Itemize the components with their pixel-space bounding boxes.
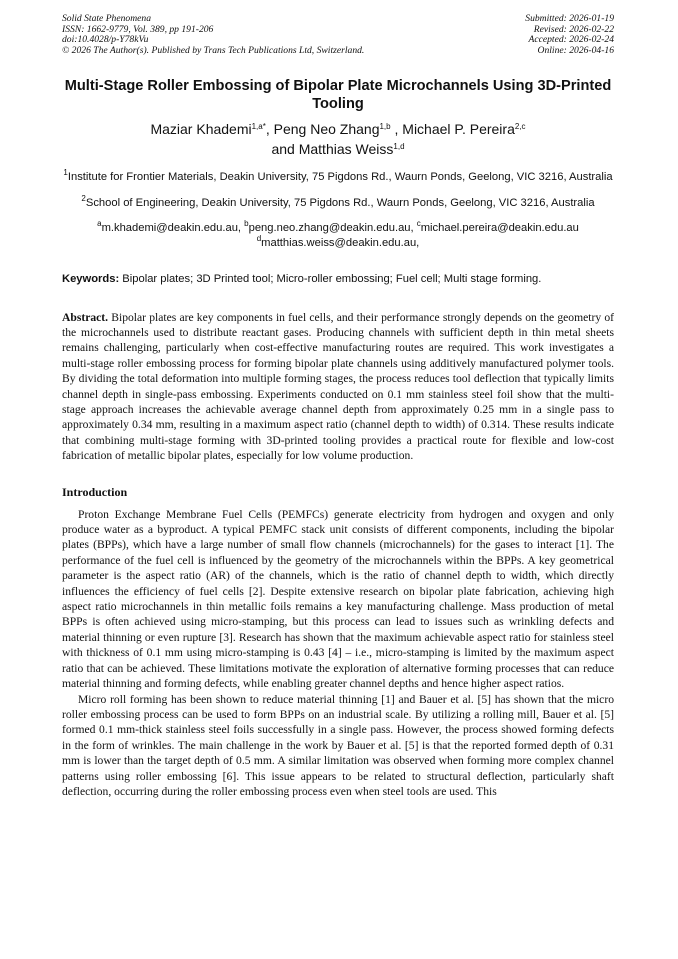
- email-address: peng.neo.zhang@deakin.edu.au,: [248, 221, 417, 234]
- affiliation-marker: 1: [63, 168, 68, 178]
- author-name: Peng Neo Zhang: [273, 121, 380, 138]
- author-name: Michael P. Pereira: [402, 121, 515, 138]
- date-revised: Revised: 2026-02-22: [533, 23, 614, 35]
- keywords: [62, 272, 614, 287]
- journal-info: [62, 14, 364, 56]
- email-marker: a: [97, 218, 102, 228]
- affiliation: [62, 193, 614, 211]
- author-affiliation-marker: 2,c: [514, 122, 526, 132]
- email-address: michael.pereira@deakin.edu.au: [420, 221, 579, 234]
- author-affiliation-marker: 1,a*: [251, 122, 266, 132]
- author-affiliation-marker: 1,b: [379, 122, 391, 132]
- abstract-label: Abstract.: [62, 310, 109, 324]
- affiliation-text: School of Engineering, Deakin University, 75 Pigdons Rd., Waurn Ponds, Geelong, VIC 3216, Australia: [85, 196, 595, 209]
- affiliation-text: Institute for Frontier Materials, Deakin University, 75 Pigdons Rd., Waurn Ponds, Geelong, VIC 3216, Australia: [67, 171, 613, 184]
- author-separator: ,: [265, 121, 274, 138]
- author-separator: ,: [390, 121, 403, 138]
- affiliation: [62, 170, 614, 185]
- abstract: [62, 310, 614, 464]
- journal-doi: doi:10.4028/p-Y78kVu: [62, 34, 149, 46]
- paper-title: Multi-Stage Roller Embossing of Bipolar Plate Microchannels Using 3D-Printed Tooling: [64, 78, 612, 112]
- author-name: Matthias Weiss: [298, 140, 394, 157]
- journal-name: Solid State Phenomena: [62, 13, 151, 24]
- date-submitted: Submitted: 2026-01-19: [525, 13, 614, 24]
- journal-issn: ISSN: 1662-9779, Vol. 389, pp 191-206: [62, 23, 214, 35]
- abstract-text: Bipolar plates are key components in fuel cells, and their performance strongly depends on the geometry of the microchannels used to distribute reactant gases. Producing channels with sufficient depth in thin metal sheets remains challenging, particularly when cost-effective manufacturing routes are required. This work investigates a multi-stage roller embossing process for forming bipolar plate channels using additively manufactured polymer tools. By dividing the total deformation into multiple forming stages, the process reduces tool deflection that typically limits channel depth in single-pass embossing. Experiments conducted on 0.1 mm stainless steel foil show that the multi-stage approach increases the achievable average channel depth from approximately 0.25 mm in a single pass to approximately 0.34 mm, resulting in a maximum aspect ratio (channel depth to width) of 0.314. These results indicate that combining multi-stage forming with 3D-printed tooling provides a practical route for flexible and low-cost fabrication of metallic bipolar plates, especially for low volume production.: [62, 310, 614, 463]
- email-marker: b: [244, 218, 249, 228]
- keywords-label: Keywords:: [62, 272, 120, 285]
- email-address: m.khademi@deakin.edu.au,: [101, 221, 245, 234]
- date-accepted: Accepted: 2026-02-24: [528, 34, 614, 46]
- paper-page: [62, 14, 614, 799]
- date-online: Online: 2026-04-16: [537, 44, 614, 56]
- author-emails: [62, 218, 614, 252]
- keywords-text: Bipolar plates; 3D Printed tool; Micro-roller embossing; Fuel cell; Multi stage forming.: [119, 272, 542, 285]
- section-heading-introduction: Introduction: [62, 484, 128, 499]
- publication-dates: [525, 14, 614, 56]
- author-affiliation-marker: 1,d: [393, 141, 405, 151]
- affiliation-marker: 2: [81, 193, 86, 203]
- body-paragraph: Proton Exchange Membrane Fuel Cells (PEMFCs) generate electricity from hydrogen and oxygen and only produce water as a byproduct. A typical PEMFC stack unit consists of different components, including the bipolar plates (BPPs), which have a large number of small flow channels (microchannels) for the gases to interact [1]. The performance of the fuel cell is influenced by the geometry of the microchannels within the BPPs. A key geometrical parameter is the aspect ratio (AR) of the channels, which is the ratio of channel depth to width, which directly influences the efficiency of fuel cells [2]. Despite extensive research on bipolar plate fabrication, achieving high aspect ratio microchannels in thin metallic foils remains a key manufacturing challenge. Mass production of metal BPPs is often achieved using micro-stamping, but this process can lead to issues such as wrinkling defects and material thinning or even rupture [3]. Research has shown that the maximum achievable aspect ratio for stainless steel with thickness of 0.1 mm using micro-stamping is 0.43 [4] – i.e., micro-stamping is limited by the maximum aspect ratio that can be achieved. These limitations motivate the exploration of alternative forming processes that can reduce material thinning and forming defects, while enabling greater channel depths and hence higher aspect ratios.: [62, 507, 614, 691]
- author-name: Maziar Khademi: [150, 121, 252, 138]
- body-paragraph: Micro roll forming has been shown to reduce material thinning [1] and Bauer et al. [5] has shown that the micro roller embossing process can be used to form BPPs on an industrial scale. By utilizing a rolling mill, Bauer et al. [5] formed 0.1 mm-thick stainless steel foils successfully in a single pass. However, the process showed forming defects in the form of wrinkles. The main challenge in the work by Bauer et al. [5] is that the reported formed depth of 0.31 mm is lower than the target depth of 0.5 mm. A similar limitation was observed when forming more complex channel patterns using roller embossing [6]. This issue appears to be related to structural deflection, particularly shaft deflection, occurring during the roller embossing process even when steel tools are used. This: [62, 692, 614, 798]
- email-address: matthias.weiss@deakin.edu.au,: [261, 237, 420, 250]
- journal-header: [62, 14, 614, 56]
- author-list: [62, 120, 614, 159]
- journal-copyright: © 2026 The Author(s). Published by Trans Tech Publications Ltd, Switzerland.: [62, 44, 365, 56]
- email-marker: d: [256, 234, 262, 244]
- author-separator: and: [271, 140, 299, 157]
- email-marker: c: [416, 218, 421, 228]
